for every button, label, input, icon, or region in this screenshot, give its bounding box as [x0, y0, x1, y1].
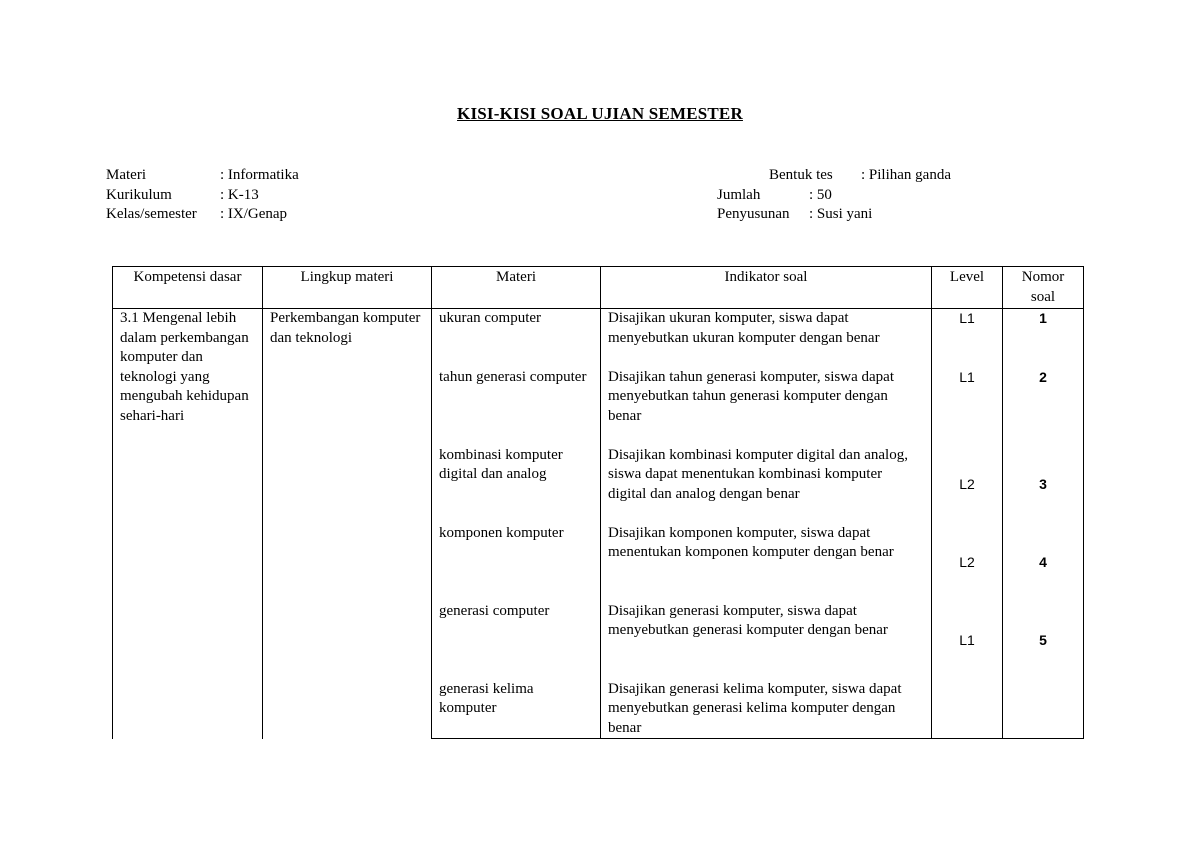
indikator-cell: Disajikan generasi komputer, siswa dapat menyebutkan generasi komputer dengan benar	[601, 602, 932, 680]
document-title: KISI-KISI SOAL UJIAN SEMESTER	[457, 104, 743, 123]
info-right	[717, 166, 951, 225]
info-label: Kurikulum	[106, 186, 172, 203]
header-nomor-soal: Nomor soal	[1003, 267, 1084, 309]
info-row-penyusunan	[717, 205, 951, 225]
materi-cell: generasi kelima komputer	[432, 680, 601, 739]
info-value: : Susi yani	[809, 206, 873, 222]
info-label: Penyusunan	[717, 206, 790, 222]
nomor-cell: 4	[1003, 524, 1084, 602]
materi-cell: ukuran computer	[432, 309, 601, 368]
indikator-cell: Disajikan kombinasi komputer digital dan analog, siswa dapat menentukan kombinasi komputer digital dan analog dengan benar	[601, 446, 932, 524]
info-label: Jumlah	[717, 186, 761, 203]
info-value: : Pilihan ganda	[861, 167, 951, 183]
nomor-cell: 2	[1003, 368, 1084, 446]
kisi-kisi-table	[112, 266, 1084, 739]
indikator-cell: Disajikan ukuran komputer, siswa dapat menyebutkan ukuran komputer dengan benar	[601, 309, 932, 368]
nomor-cell: 5	[1003, 602, 1084, 680]
info-label: Materi	[106, 167, 146, 183]
level-cell: L2	[932, 446, 1003, 524]
info-row-kurikulum	[106, 186, 299, 206]
materi-cell: kombinasi komputer digital dan analog	[432, 446, 601, 524]
info-row-bentuk-tes	[717, 166, 951, 186]
nomor-cell: 1	[1003, 309, 1084, 368]
table-header-row	[113, 267, 1084, 309]
table-row	[113, 309, 1084, 368]
indikator-cell: Disajikan tahun generasi komputer, siswa dapat menyebutkan tahun generasi komputer dengan benar	[601, 368, 932, 446]
nomor-cell: 3	[1003, 446, 1084, 524]
header-kompetensi-dasar: Kompetensi dasar	[113, 267, 263, 309]
materi-cell: tahun generasi computer	[432, 368, 601, 446]
info-value: : IX/Genap	[220, 206, 288, 222]
header-indikator-soal: Indikator soal	[601, 267, 932, 309]
materi-cell: komponen komputer	[432, 524, 601, 602]
info-left	[106, 166, 299, 225]
materi-cell: generasi computer	[432, 602, 601, 680]
info-row-jumlah	[717, 186, 951, 206]
level-cell: L1	[932, 368, 1003, 446]
indikator-cell: Disajikan generasi kelima komputer, siswa dapat menyebutkan generasi kelima komputer dengan benar	[601, 680, 932, 739]
level-cell: L1	[932, 602, 1003, 680]
header-lingkup-materi: Lingkup materi	[263, 267, 432, 309]
info-row-materi	[106, 166, 299, 186]
header-materi: Materi	[432, 267, 601, 309]
info-label: Kelas/semester	[106, 206, 197, 222]
info-label: Bentuk tes	[769, 167, 833, 183]
level-cell: L1	[932, 309, 1003, 368]
info-row-kelas	[106, 205, 299, 225]
info-value: : 50	[809, 186, 832, 203]
level-cell: L2	[932, 524, 1003, 602]
indikator-cell: Disajikan komponen komputer, siswa dapat menentukan komponen komputer dengan benar	[601, 524, 932, 602]
level-cell	[932, 680, 1003, 739]
info-value: : K-13	[220, 186, 259, 203]
lingkup-materi-cell: Perkembangan komputer dan teknologi	[263, 309, 432, 739]
info-value: : Informatika	[220, 167, 299, 183]
kompetensi-dasar-cell: 3.1 Mengenal lebih dalam perkembangan komputer dan teknologi yang mengubah kehidupan sehari-hari	[113, 309, 263, 739]
header-level: Level	[932, 267, 1003, 309]
nomor-cell	[1003, 680, 1084, 739]
